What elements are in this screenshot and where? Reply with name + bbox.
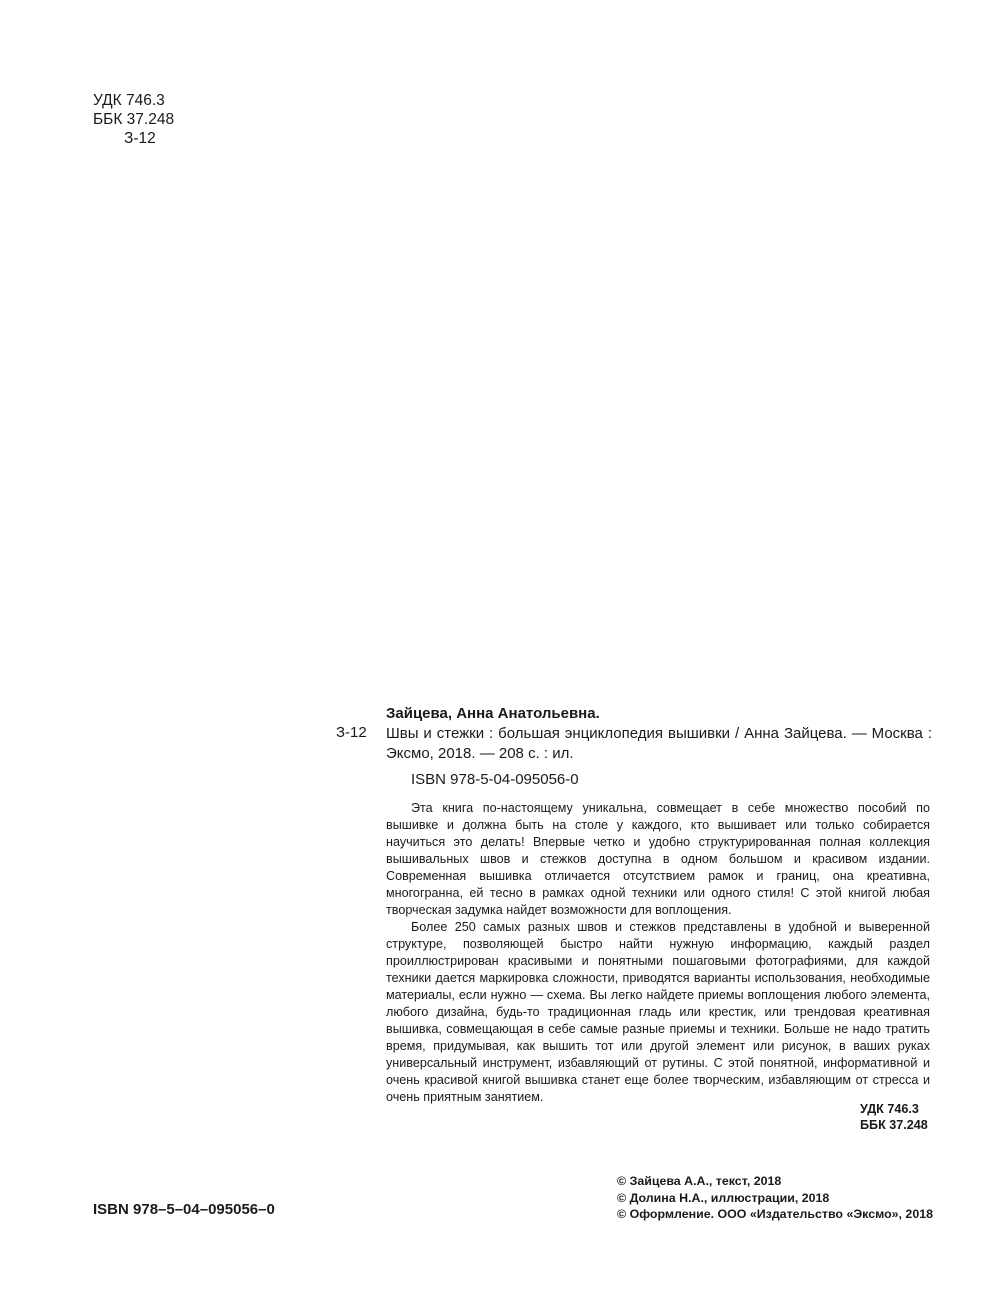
bottom-udk-code: УДК 746.3 xyxy=(860,1102,919,1116)
bottom-classification-codes xyxy=(860,1101,928,1133)
author-cipher: З-12 xyxy=(124,130,156,147)
top-classification-codes xyxy=(93,91,174,148)
isbn-bottom: ISBN 978–5–04–095056–0 xyxy=(93,1201,275,1218)
annotation-paragraph: Более 250 самых разных швов и стежков представлены в удобной и выверенной структуре, позволяющей быстро найти нужную информацию, каждый раздел проиллюстрирован красивыми и понятными пошаговыми фотографиями, для каждой техники дается маркировка сложности, приводятся варианты использования, необходимые материалы, если нужно — схема. Вы легко найдете приемы воплощения любого элемента, любого дизайна, будь-то традиционная гладь или крестик, или трендовая креативная вышивка, совмещающая в себе самые разные приемы и техники. Больше не надо тратить время, придумывая, как вышить тот или другой элемент или рисунок, в ваших руках универсальный инструмент, избавляющий от рутины. С этой понятной, информативной и очень красивой книгой вышивка станет еще более творческим, избавляющим от стресса и очень приятным занятием. xyxy=(386,920,930,1104)
bottom-bbk-code: ББК 37.248 xyxy=(860,1118,928,1132)
author-heading: Зайцева, Анна Анатольевна. xyxy=(386,705,600,722)
copyright-line: © Зайцева А.А., текст, 2018 xyxy=(617,1174,782,1188)
bbk-code: ББК 37.248 xyxy=(93,111,175,128)
annotation xyxy=(386,800,930,1106)
annotation-paragraph: Эта книга по-настоящему уникальна, совмещает в себе множество пособий по вышивке и должна быть на столе у каждого, кто вышивает или только собирается научиться это делать! Впервые четко и удобно структурированная полная коллекция вышивальных швов и стежков доступна в одном большом и красивом издании. Современная вышивка отличается отсутствием рамок и границ, она креативна, многогранна, ей тесно в рамках одной техники или одного стиля! С этой книгой любая творческая задумка найдет возможности для воплощения. xyxy=(386,801,930,917)
bibliographic-title: Швы и стежки : большая энциклопедия вышивки / Анна Зайцева. — Москва : Эксмо, 2018. — 208 с. : ил. xyxy=(386,725,932,762)
udk-code: УДК 746.3 xyxy=(93,92,165,109)
copyright-notices xyxy=(617,1173,933,1223)
entry-isbn: ISBN 978-5-04-095056-0 xyxy=(411,771,579,788)
copyright-line: © Долина Н.А., иллюстрации, 2018 xyxy=(617,1190,830,1205)
copyright-line: © Оформление. ООО «Издательство «Эксмо», 2018 xyxy=(617,1207,933,1221)
entry-cipher: З-12 xyxy=(336,724,367,741)
